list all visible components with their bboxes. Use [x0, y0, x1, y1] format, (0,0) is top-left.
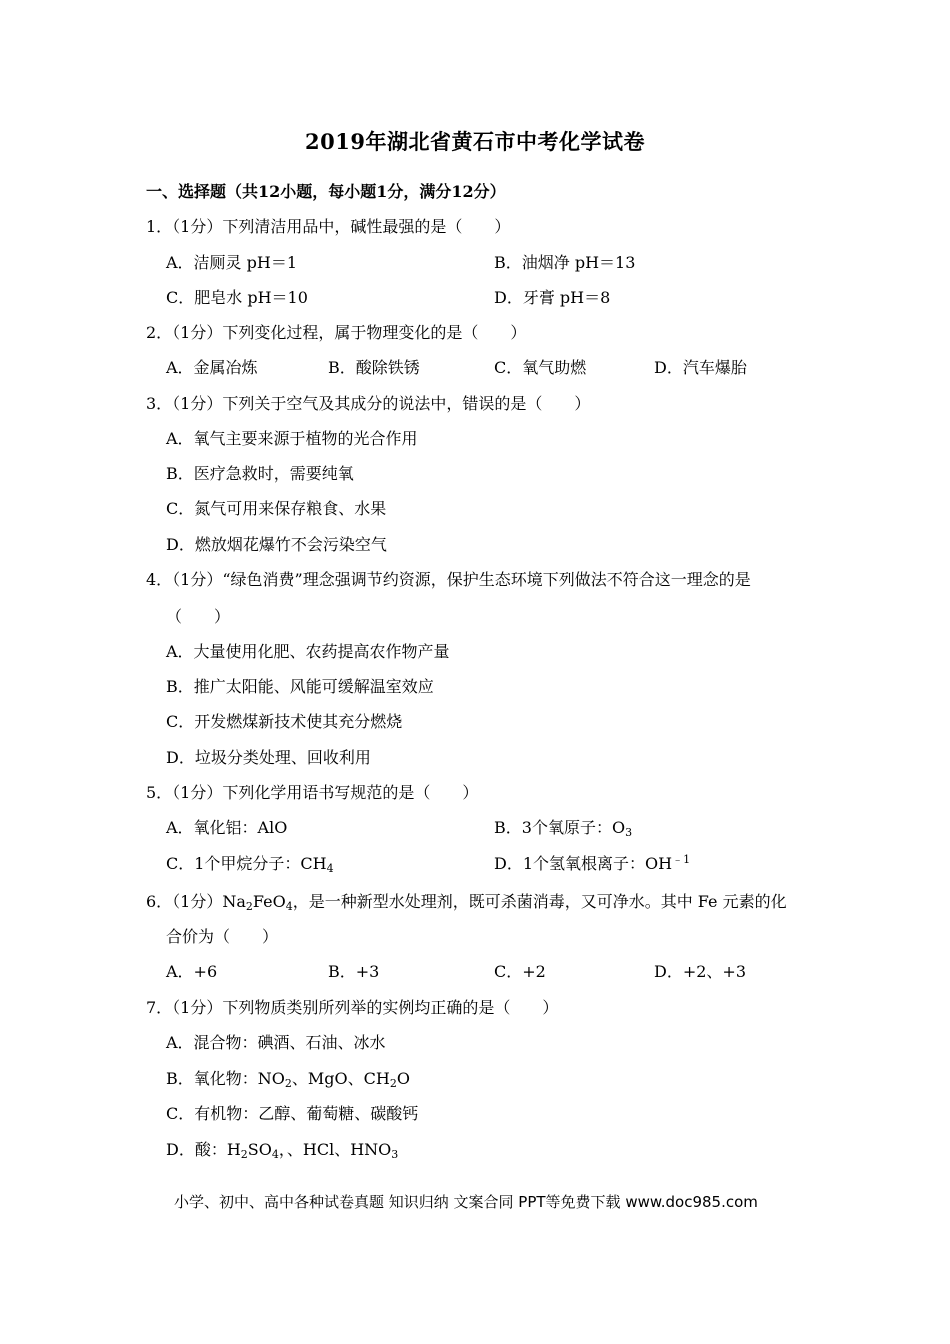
- q1-option-d: D．牙膏 pH＝8: [494, 288, 611, 307]
- page-footer: 小学、初中、高中各种试卷真题 知识归纳 文案合同 PPT等免费下载 www.doc985.com: [174, 1193, 758, 1211]
- q6-option-c: C．+2: [494, 962, 546, 981]
- q1-option-c: C．肥皂水 pH＝10: [166, 288, 308, 307]
- q4-option-a: A．大量使用化肥、农药提高农作物产量: [166, 642, 450, 661]
- page-title: 2019年湖北省黄石市中考化学试卷: [305, 129, 645, 154]
- q6-option-d: D．+2、+3: [654, 962, 747, 981]
- q4-option-c: C．开发燃煤新技术使其充分燃烧: [166, 712, 403, 731]
- q6-option-b: B．+3: [328, 962, 380, 981]
- q7-option-a: A．混合物：碘酒、石油、冰水: [166, 1033, 386, 1052]
- q1-option-a: A．洁厕灵 pH＝1: [166, 253, 298, 272]
- q5-option-a: A．氧化铝：AlO: [166, 818, 288, 837]
- question-6-stem: 6．（1分）$Na_2FeO_4$，是一种新型水处理剂，既可杀菌消毒，又可净水。其中 Fe 元素的化: [146, 892, 787, 913]
- question-7-stem: 7．（1分）下列物质类别所列举的实例均正确的是（ ）: [146, 998, 559, 1017]
- q3-option-c: C．氮气可用来保存粮食、水果: [166, 499, 387, 518]
- question-6-stem-cont: 合价为（ ）: [166, 927, 279, 946]
- q4-option-b: B．推广太阳能、风能可缓解温室效应: [166, 677, 434, 696]
- section-heading: 一、选择题（共12小题，每小题1分，满分12分）: [146, 182, 506, 201]
- q7-option-d: D．酸：$H_2SO_4$，、HCl、$HNO_3$: [166, 1140, 399, 1161]
- q4-option-d: D．垃圾分类处理、回收利用: [166, 748, 371, 767]
- q2-option-a: A．金属冶炼: [166, 358, 258, 377]
- q5-option-c: C．1个甲烷分子：$CH_4$: [166, 854, 334, 875]
- q1-option-b: B．油烟净 pH＝13: [494, 253, 636, 272]
- question-4-stem: 4．（1分）“绿色消费”理念强调节约资源，保护生态环境下列做法不符合这一理念的是: [146, 570, 751, 589]
- q6-option-a: A．+6: [166, 962, 218, 981]
- question-4-stem-cont: （ ）: [166, 607, 231, 626]
- question-3-stem: 3．（1分）下列关于空气及其成分的说法中，错误的是（ ）: [146, 394, 591, 413]
- q7-option-b: B．氧化物：$NO_2$、MgO、$CH_2O$: [166, 1069, 410, 1090]
- question-1-stem: 1．（1分）下列清洁用品中，碱性最强的是（ ）: [146, 217, 511, 236]
- q3-option-d: D．燃放烟花爆竹不会污染空气: [166, 535, 387, 554]
- q2-option-c: C．氧气助燃: [494, 358, 587, 377]
- q5-option-b: B．3个氧原子：$O_3$: [494, 818, 633, 839]
- q7-option-c: C．有机物：乙醇、葡萄糖、碳酸钙: [166, 1104, 419, 1123]
- q2-option-d: D．汽车爆胎: [654, 358, 747, 377]
- q2-option-b: B．酸除铁锈: [328, 358, 420, 377]
- question-2-stem: 2．（1分）下列变化过程，属于物理变化的是（ ）: [146, 323, 527, 342]
- q3-option-a: A．氧气主要来源于植物的光合作用: [166, 429, 418, 448]
- q3-option-b: B．医疗急救时，需要纯氧: [166, 464, 354, 483]
- q5-option-d: D．1个氢氧根离子：$OH^{﹣1}$: [494, 853, 691, 873]
- question-5-stem: 5．（1分）下列化学用语书写规范的是（ ）: [146, 783, 479, 802]
